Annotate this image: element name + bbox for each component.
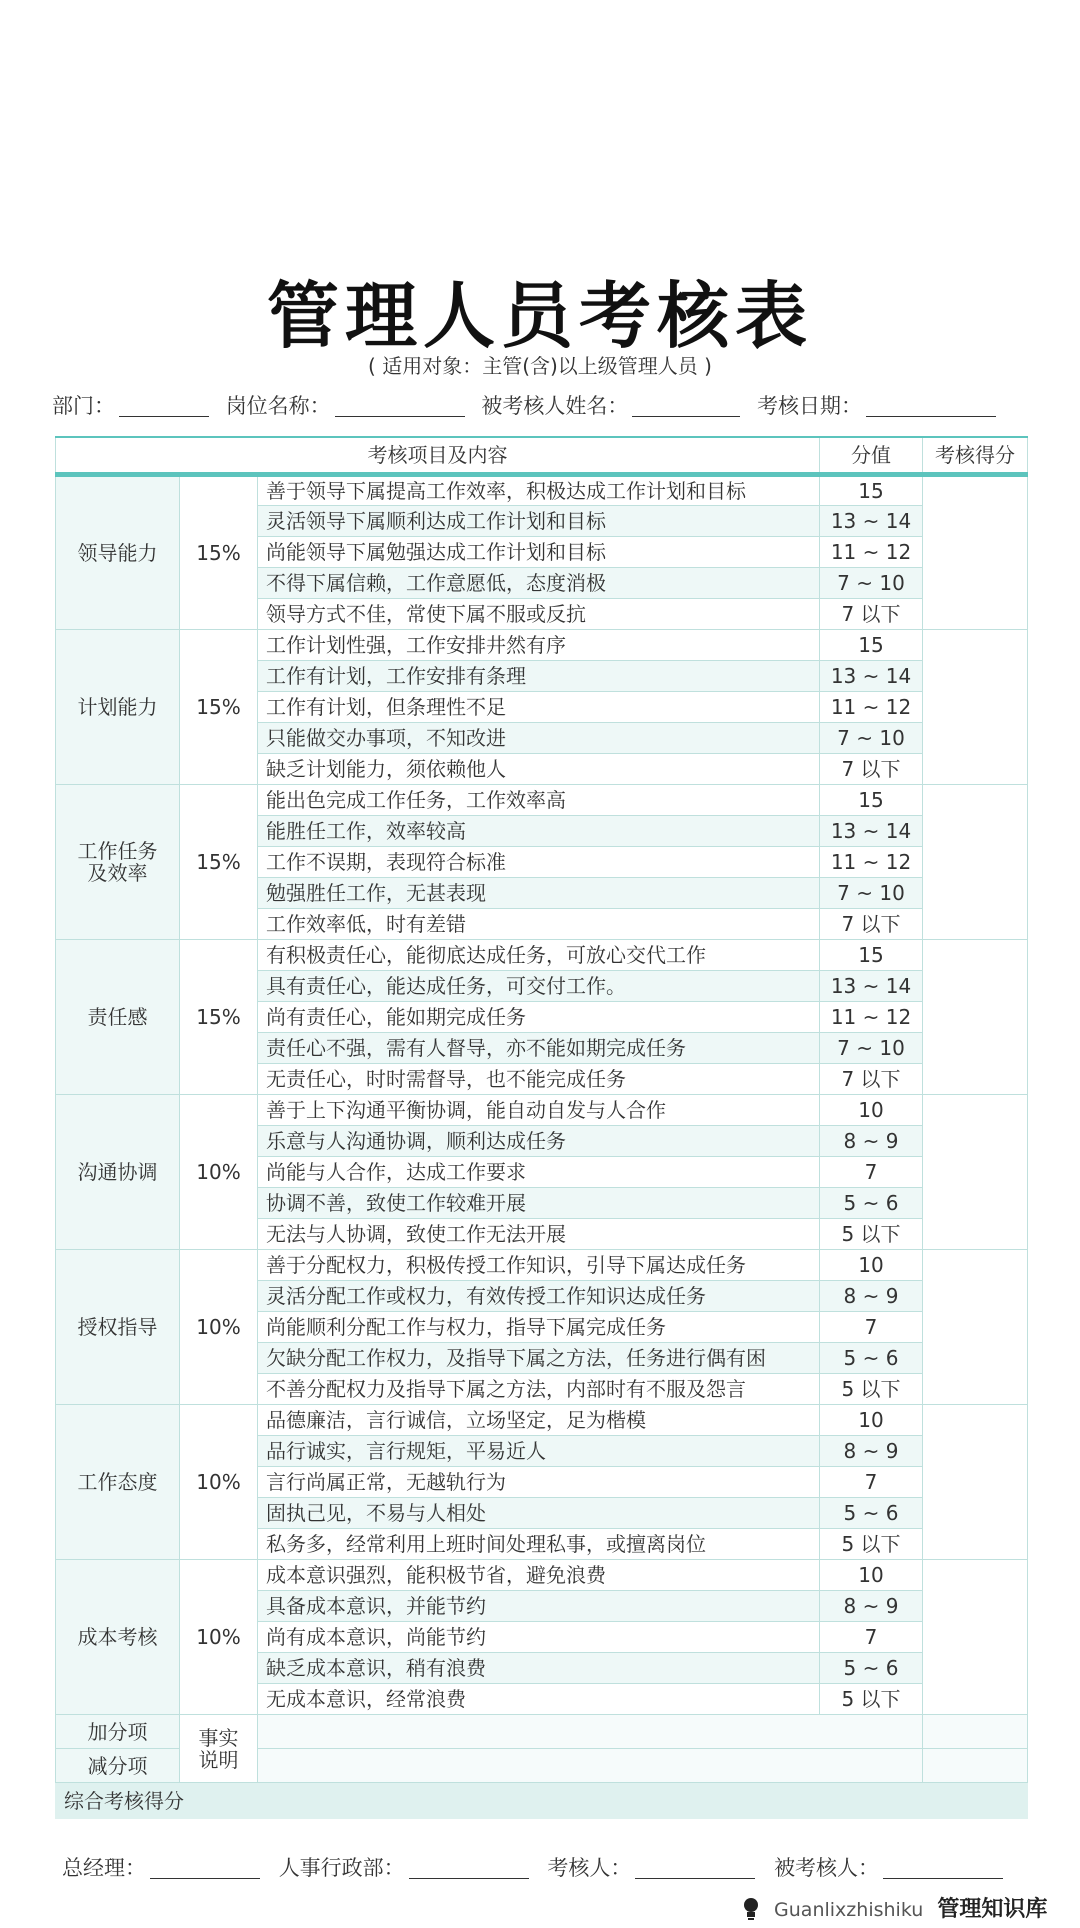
criterion-value: 5 以下	[820, 1529, 923, 1560]
category-weight: 15%	[180, 785, 258, 940]
category-weight: 15%	[180, 940, 258, 1095]
table-row	[56, 940, 1028, 971]
criterion-text: 无成本意识，经常浪费	[258, 1684, 820, 1715]
criterion-value: 7	[820, 1312, 923, 1343]
criterion-text: 具有责任心，能达成任务，可交付工作。	[258, 971, 820, 1002]
score-input-cell[interactable]	[923, 1405, 1028, 1560]
table-header-row	[56, 437, 1028, 475]
table-row	[56, 475, 1028, 506]
field-label-position: 岗位名称：	[225, 394, 331, 418]
criterion-value: 5 ~ 6	[820, 1343, 923, 1374]
bonus-label: 加分项	[56, 1715, 180, 1749]
criterion-text: 尚能领导下属勉强达成工作计划和目标	[258, 537, 820, 568]
criterion-value: 8 ~ 9	[820, 1591, 923, 1622]
sign-label-hr: 人事行政部：	[278, 1856, 405, 1880]
criterion-text: 品行诚实，言行规矩，平易近人	[258, 1436, 820, 1467]
criterion-text: 能胜任工作，效率较高	[258, 816, 820, 847]
criterion-text: 固执己见，不易与人相处	[258, 1498, 820, 1529]
criterion-value: 13 ~ 14	[820, 816, 923, 847]
field-label-department: 部门：	[52, 394, 115, 418]
criterion-text: 能出色完成工作任务，工作效率高	[258, 785, 820, 816]
page-title: 管理人员考核表	[266, 273, 813, 358]
name-blank[interactable]	[632, 396, 740, 417]
score-input-cell[interactable]	[923, 630, 1028, 785]
signature-line	[62, 1852, 1062, 1882]
position-blank[interactable]	[335, 396, 465, 417]
criterion-value: 8 ~ 9	[820, 1281, 923, 1312]
total-row	[56, 1783, 1028, 1819]
category-weight: 10%	[180, 1560, 258, 1715]
criterion-text: 尚有成本意识，尚能节约	[258, 1622, 820, 1653]
criterion-value: 8 ~ 9	[820, 1126, 923, 1157]
table-row	[56, 1560, 1028, 1591]
criterion-text: 协调不善，致使工作较难开展	[258, 1188, 820, 1219]
sign-label-assessor: 考核人：	[547, 1856, 632, 1880]
score-input-cell[interactable]	[923, 785, 1028, 940]
criterion-text: 只能做交办事项，不知改进	[258, 723, 820, 754]
criterion-value: 7 以下	[820, 909, 923, 940]
criterion-text: 勉强胜任工作，无甚表现	[258, 878, 820, 909]
date-blank[interactable]	[866, 396, 996, 417]
criterion-value: 5 以下	[820, 1684, 923, 1715]
total-label: 综合考核得分	[56, 1783, 1028, 1819]
criterion-value: 15	[820, 940, 923, 971]
criterion-text: 私务多，经常利用上班时间处理私事，或擅离岗位	[258, 1529, 820, 1560]
bonus-score-input[interactable]	[923, 1715, 1028, 1749]
criterion-value: 8 ~ 9	[820, 1436, 923, 1467]
score-input-cell[interactable]	[923, 1250, 1028, 1405]
criterion-value: 5 以下	[820, 1374, 923, 1405]
criterion-value: 13 ~ 14	[820, 506, 923, 537]
criterion-text: 缺乏计划能力，须依赖他人	[258, 754, 820, 785]
criterion-value: 5 以下	[820, 1219, 923, 1250]
criterion-text: 工作计划性强，工作安排井然有序	[258, 630, 820, 661]
header-value: 分值	[820, 437, 923, 475]
table-row	[56, 1095, 1028, 1126]
criterion-text: 灵活分配工作或权力，有效传授工作知识达成任务	[258, 1281, 820, 1312]
hr-blank[interactable]	[409, 1858, 529, 1879]
criterion-text: 无责任心，时时需督导，也不能完成任务	[258, 1064, 820, 1095]
criterion-text: 善于上下沟通平衡协调，能自动自发与人合作	[258, 1095, 820, 1126]
category-weight: 10%	[180, 1250, 258, 1405]
brand-watermark	[740, 1892, 1047, 1923]
category-name: 成本考核	[56, 1560, 180, 1715]
table-row	[56, 630, 1028, 661]
score-input-cell[interactable]	[923, 475, 1028, 630]
brand-latin: Guanlixzhishiku	[774, 1899, 924, 1921]
header-items: 考核项目及内容	[56, 437, 820, 475]
criterion-value: 10	[820, 1095, 923, 1126]
category-weight: 15%	[180, 630, 258, 785]
criterion-value: 10	[820, 1405, 923, 1436]
header-fields	[52, 390, 1052, 420]
gm-blank[interactable]	[150, 1858, 260, 1879]
criterion-text: 善于领导下属提高工作效率，积极达成工作计划和目标	[258, 475, 820, 506]
criterion-value: 11 ~ 12	[820, 1002, 923, 1033]
criterion-text: 具备成本意识，并能节约	[258, 1591, 820, 1622]
criterion-value: 7	[820, 1157, 923, 1188]
criterion-value: 11 ~ 12	[820, 537, 923, 568]
criterion-value: 15	[820, 475, 923, 506]
criterion-value: 10	[820, 1560, 923, 1591]
field-label-name: 被考核人姓名：	[481, 394, 629, 418]
lightbulb-icon	[740, 1896, 762, 1922]
criterion-text: 无法与人协调，致使工作无法开展	[258, 1219, 820, 1250]
criterion-text: 善于分配权力，积极传授工作知识，引导下属达成任务	[258, 1250, 820, 1281]
criterion-text: 尚能顺利分配工作与权力，指导下属完成任务	[258, 1312, 820, 1343]
deduct-facts-input[interactable]	[258, 1749, 923, 1783]
category-name: 工作态度	[56, 1405, 180, 1560]
criterion-text: 工作不误期，表现符合标准	[258, 847, 820, 878]
sign-label-assessee: 被考核人：	[774, 1856, 880, 1880]
criterion-value: 5 ~ 6	[820, 1188, 923, 1219]
criterion-value: 7 ~ 10	[820, 723, 923, 754]
department-blank[interactable]	[119, 396, 209, 417]
category-weight: 15%	[180, 475, 258, 630]
brand-chinese: 管理知识库	[937, 1896, 1048, 1922]
field-label-date: 考核日期：	[757, 394, 863, 418]
criterion-value: 7 ~ 10	[820, 568, 923, 599]
criterion-text: 领导方式不佳，常使下属不服或反抗	[258, 599, 820, 630]
criterion-text: 品德廉洁，言行诚信，立场坚定，足为楷模	[258, 1405, 820, 1436]
criterion-value: 11 ~ 12	[820, 692, 923, 723]
page-subtitle: ( 适用对象：主管(含)以上级管理人员 )	[368, 354, 712, 378]
criterion-text: 有积极责任心，能彻底达成任务，可放心交代工作	[258, 940, 820, 971]
score-input-cell[interactable]	[923, 1095, 1028, 1250]
criterion-text: 成本意识强烈，能积极节省，避免浪费	[258, 1560, 820, 1591]
bonus-row	[56, 1715, 1028, 1749]
criterion-value: 7 以下	[820, 1064, 923, 1095]
criterion-text: 欠缺分配工作权力，及指导下属之方法，任务进行偶有困	[258, 1343, 820, 1374]
criterion-value: 7 以下	[820, 754, 923, 785]
criterion-text: 言行尚属正常，无越轨行为	[258, 1467, 820, 1498]
category-name: 责任感	[56, 940, 180, 1095]
deduct-score-input[interactable]	[923, 1749, 1028, 1783]
bonus-facts-input[interactable]	[258, 1715, 923, 1749]
criterion-text: 缺乏成本意识，稍有浪费	[258, 1653, 820, 1684]
criterion-text: 工作有计划，但条理性不足	[258, 692, 820, 723]
category-name: 计划能力	[56, 630, 180, 785]
criterion-value: 15	[820, 630, 923, 661]
criterion-text: 灵活领导下属顺利达成工作计划和目标	[258, 506, 820, 537]
assessor-blank[interactable]	[635, 1858, 755, 1879]
criterion-text: 不善分配权力及指导下属之方法，内部时有不服及怨言	[258, 1374, 820, 1405]
score-input-cell[interactable]	[923, 1560, 1028, 1715]
criterion-text: 尚有责任心，能如期完成任务	[258, 1002, 820, 1033]
category-name: 工作任务及效率	[56, 785, 180, 940]
table-body	[56, 475, 1028, 1819]
criterion-value: 13 ~ 14	[820, 971, 923, 1002]
criterion-value: 15	[820, 785, 923, 816]
criterion-value: 13 ~ 14	[820, 661, 923, 692]
criterion-value: 10	[820, 1250, 923, 1281]
assessment-table	[55, 436, 1028, 1819]
criterion-text: 不得下属信赖，工作意愿低，态度消极	[258, 568, 820, 599]
category-weight: 10%	[180, 1095, 258, 1250]
deduct-label: 减分项	[56, 1749, 180, 1783]
criterion-value: 5 ~ 6	[820, 1653, 923, 1684]
criterion-value: 5 ~ 6	[820, 1498, 923, 1529]
criterion-value: 7	[820, 1467, 923, 1498]
category-name: 领导能力	[56, 475, 180, 630]
criterion-text: 乐意与人沟通协调，顺利达成任务	[258, 1126, 820, 1157]
criterion-value: 7 ~ 10	[820, 1033, 923, 1064]
assessee-blank[interactable]	[883, 1858, 1003, 1879]
category-weight: 10%	[180, 1405, 258, 1560]
sign-label-gm: 总经理：	[62, 1856, 146, 1880]
criterion-value: 7 以下	[820, 599, 923, 630]
criterion-text: 工作有计划，工作安排有条理	[258, 661, 820, 692]
category-name: 沟通协调	[56, 1095, 180, 1250]
table-row	[56, 1250, 1028, 1281]
criterion-text: 尚能与人合作，达成工作要求	[258, 1157, 820, 1188]
criterion-text: 责任心不强，需有人督导，亦不能如期完成任务	[258, 1033, 820, 1064]
criterion-text: 工作效率低，时有差错	[258, 909, 820, 940]
criterion-value: 7 ~ 10	[820, 878, 923, 909]
category-name: 授权指导	[56, 1250, 180, 1405]
criterion-value: 11 ~ 12	[820, 847, 923, 878]
score-input-cell[interactable]	[923, 940, 1028, 1095]
facts-label: 事实说明	[180, 1715, 258, 1783]
table-row	[56, 785, 1028, 816]
table-row	[56, 1405, 1028, 1436]
criterion-value: 7	[820, 1622, 923, 1653]
header-score: 考核得分	[923, 437, 1028, 475]
